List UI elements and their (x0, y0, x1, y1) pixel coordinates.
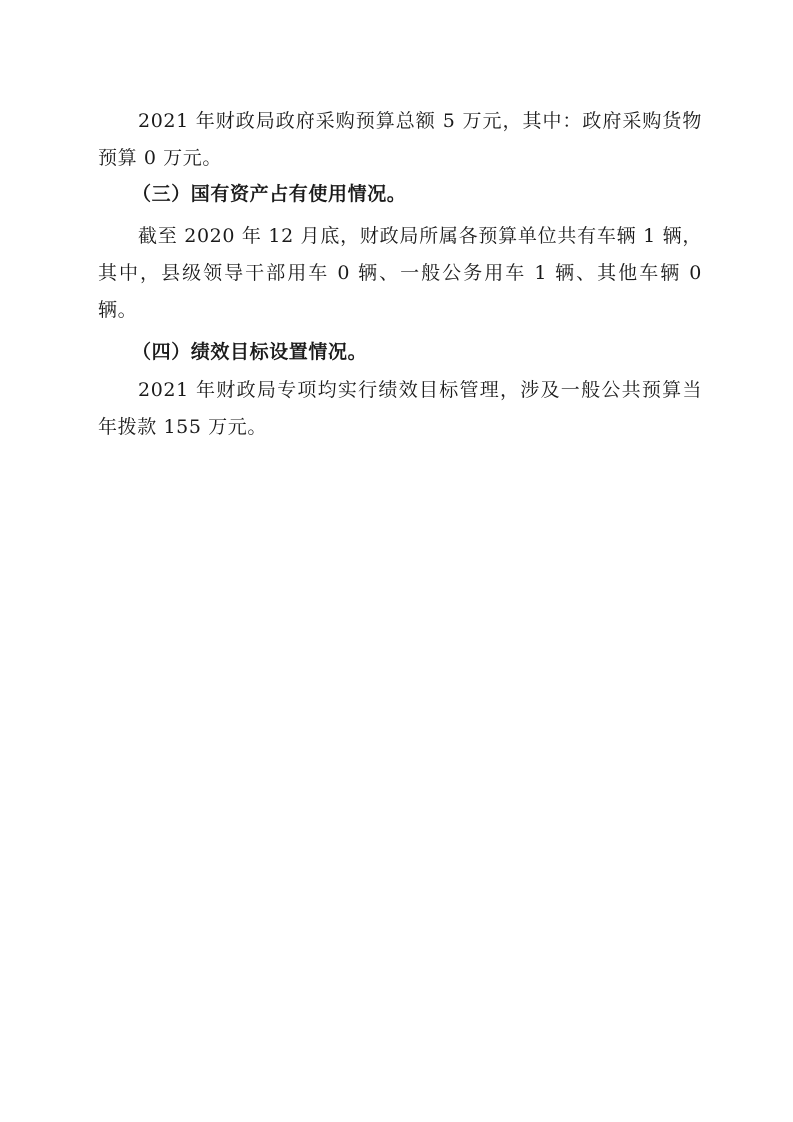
vehicles-paragraph: 截至 2020 年 12 月底，财政局所属各预算单位共有车辆 1 辆，其中，县级领导干部用车 0 辆、一般公务用车 1 辆、其他车辆 0 辆。 (98, 225, 702, 321)
procurement-budget-paragraph: 2021 年财政局政府采购预算总额 5 万元，其中：政府采购货物预算 0 万元。 (98, 110, 702, 169)
state-assets-section-heading: （三）国有资产占有使用情况。 (132, 183, 407, 205)
performance-goals-section-heading: （四）绩效目标设置情况。 (132, 341, 368, 363)
performance-goals-paragraph: 2021 年财政局专项均实行绩效目标管理，涉及一般公共预算当年拨款 155 万元。 (98, 379, 702, 438)
